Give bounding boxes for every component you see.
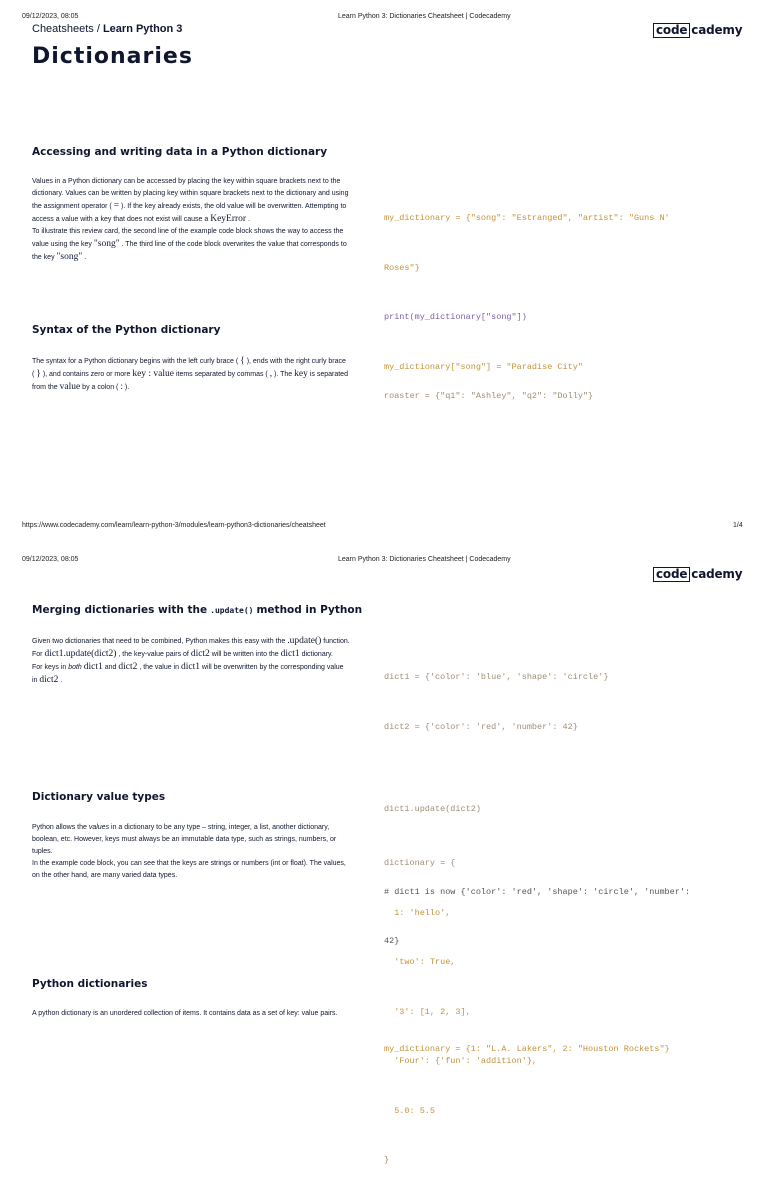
code-block-dictionaries bbox=[384, 1008, 670, 1074]
section-description-access: Values in a Python dictionary can be accessed by placing the key within square brackets next to the dictionary. Values can be written by placing key within square brackets next to the dictionary and using the assignment operator ( = ). If the key already exists, the old value will be overwritten. Attempting to access a value with a key that does not exist will cause a KeyError . To illustrate this review card, the second line of the example code block shows the way to access the value using the key "song" . The third line of the code block overwrites the value that corresponds to the key "song" . bbox=[32, 178, 349, 262]
code-line: dictionary = { bbox=[384, 858, 456, 868]
code-line: # dict1 is now {'color': 'red', 'shape': 'circle', 'number': bbox=[384, 886, 691, 897]
code-line: Roses"} bbox=[384, 262, 420, 273]
section-heading-value-types: Dictionary value types bbox=[32, 791, 166, 803]
code-line: 42} bbox=[384, 936, 400, 946]
code-line: my_dictionary["song"] = "Paradise City" bbox=[384, 361, 583, 372]
breadcrumb-separator: / bbox=[96, 23, 100, 35]
footer-url[interactable]: https://www.codecademy.com/learn/learn-python-3/modules/learn-python3-dictionaries/cheatsheet bbox=[22, 522, 326, 529]
logo-box-text: code bbox=[653, 567, 690, 582]
code-block-syntax bbox=[384, 355, 593, 421]
code-line: '3': [1, 2, 3], bbox=[384, 1006, 471, 1017]
logo-rest-text: cademy bbox=[691, 23, 743, 37]
print-date: 09/12/2023, 08:05 bbox=[22, 556, 79, 563]
section-description-value-types: Python allows the values in a dictionary to be any type – string, integer, a list, another dictionary, boolean, etc. However, keys must always be an immutable data type, such as strings, numbers, or tuples. In the example code block, you can see that the keys are strings or numbers (int or float). The values, on the other hand, are many varied data types. bbox=[32, 824, 346, 879]
codecademy-logo[interactable] bbox=[653, 23, 742, 38]
code-line: print(my_dictionary["song"]) bbox=[384, 312, 527, 322]
code-line: 1: 'hello', bbox=[384, 907, 451, 918]
code-line: 'two': True, bbox=[384, 957, 456, 967]
print-title: Learn Python 3: Dictionaries Cheatsheet | Codecademy bbox=[338, 556, 511, 563]
code-line: dict1.update(dict2) bbox=[384, 804, 481, 814]
breadcrumb-link-course[interactable]: Learn Python 3 bbox=[102, 23, 183, 35]
code-line: 'Four': {'fun': 'addition'}, bbox=[384, 1056, 538, 1066]
code-line: roaster = {"q1": "Ashley", "q2": "Dolly"} bbox=[384, 391, 594, 401]
logo-box-text: code bbox=[653, 23, 690, 38]
breadcrumb-link-cheatsheets[interactable]: Cheatsheets bbox=[32, 23, 94, 35]
code-line: my_dictionary = {"song": "Estranged", "artist": "Guns N' bbox=[384, 213, 670, 223]
section-heading-merge: Merging dictionaries with the .update() method in Python bbox=[32, 604, 363, 616]
code-line: dict2 = {'color': 'red', 'number': 42} bbox=[384, 721, 578, 732]
page-title: Dictionaries bbox=[32, 44, 193, 69]
code-block-value-types bbox=[384, 822, 537, 1185]
code-line: my_dictionary = {1: "L.A. Lakers", 2: "Houston Rockets"} bbox=[384, 1044, 670, 1054]
logo-rest-text: cademy bbox=[691, 567, 743, 581]
codecademy-logo[interactable] bbox=[653, 567, 742, 582]
print-title: Learn Python 3: Dictionaries Cheatsheet | Codecademy bbox=[338, 13, 511, 20]
code-line: 5.0: 5.5 bbox=[384, 1105, 436, 1116]
section-description-syntax: The syntax for a Python dictionary begins with the left curly brace ( { ), ends with the right curly brace ( } ), and contains zero or more key : value items separated by commas ( , ). The key is separated from the value by a colon ( : ). bbox=[32, 356, 348, 392]
section-description-merge: Given two dictionaries that need to be combined, Python makes this easy with the .update() function. For dict1.update(dict2) , the key-value pairs of dict2 will be written into the dict1 dictionary. For keys in both dict1 and dict2 , the value in dict1 will be overwritten by the corresponding value in dict2 . bbox=[32, 636, 350, 685]
breadcrumb bbox=[32, 23, 182, 35]
section-heading-access: Accessing and writing data in a Python dictionary bbox=[32, 146, 328, 158]
code-line: } bbox=[384, 1155, 390, 1165]
section-description-dictionaries: A python dictionary is an unordered collection of items. It contains data as a set of key: value pairs. bbox=[32, 1010, 338, 1017]
section-heading-syntax: Syntax of the Python dictionary bbox=[32, 324, 221, 336]
code-line: dict1 = {'color': 'blue', 'shape': 'circle'} bbox=[384, 672, 609, 682]
section-heading-dictionaries: Python dictionaries bbox=[32, 978, 148, 990]
footer-page-number: 1/4 bbox=[733, 522, 743, 529]
print-date: 09/12/2023, 08:05 bbox=[22, 13, 79, 20]
